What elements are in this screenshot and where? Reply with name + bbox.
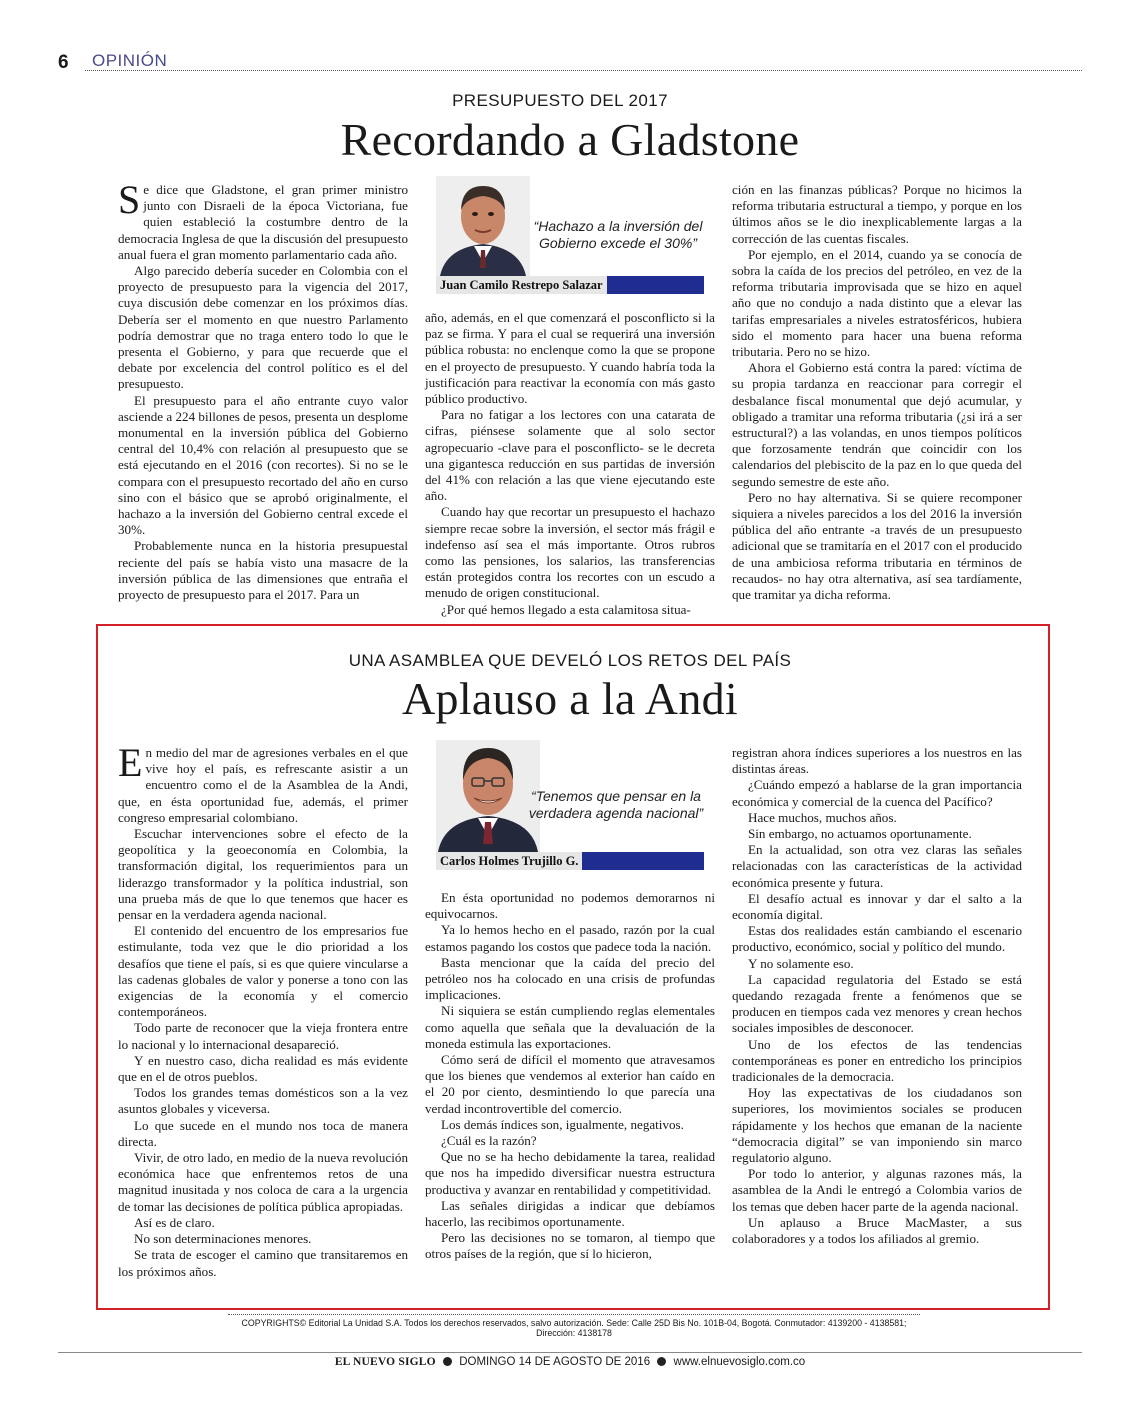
article2-paragraph: Todos los grandes temas domésticos son a la vez asuntos globales y viceversa. [118,1085,408,1117]
article2-paragraph: Escuchar intervenciones sobre el efecto de la geopolítica y la geoeconomía en Colombia, la transformación digital, los requerimientos para un liderazgo transformador y la política industrial, son una prueba más de que lo que tenemos que hacer es pensar en la verdadera agenda nacional. [118,826,408,923]
article2-author-photo-block [422,740,718,872]
issue-date: DOMINGO 14 DE AGOSTO DE 2016 [459,1356,651,1368]
footer-rule [58,1352,1082,1353]
page-number: 6 [58,52,69,73]
article2-paragraph: Pero las decisiones no se tomaron, al tiempo que otros países de la región, que sí lo hicieron, [425,1230,715,1262]
copyright-rule [228,1314,920,1315]
drop-cap: E [118,740,143,785]
article2-paragraph: Se trata de escoger el camino que transitaremos en los próximos años. [118,1247,408,1279]
article2-paragraph: Cómo será de difícil el momento que atravesamos que los bienes que vendemos al exterior han caído en el 20 por ciento, desmintiendo lo que parecía una verdad incontrovertible del comercio. [425,1052,715,1116]
article2-paragraph: registran ahora índices superiores a los nuestros en las distintas áreas. [732,745,1022,777]
article2-paragraph: Por todo lo anterior, y algunas razones más, la asamblea de la Andi le entregó a Colombia varios de los temas que deben hacer parte de la agenda nacional. [732,1166,1022,1214]
article2-paragraph: El contenido del encuentro de los empresarios fue estimulante, toda vez que le dio prioridad a los desafíos que tiene el país, si es que quiere vincularse a las cadenas globales de valor y ponerse a tono con las exigencias de la economía y el comercio contemporáneos. [118,923,408,1020]
bullet-icon [657,1357,666,1366]
article2-paragraph: Hace muchos, muchos años. [748,809,897,825]
article2-paragraph: Basta mencionar que la caída del precio del petróleo nos ha colocado en una crisis de profundas implicaciones. [425,954,715,1003]
article2-paragraph: Vivir, de otro lado, en medio de la nueva revolución económica hace que enfrentemos retos de una magnitud inusitada y nos coloca de cara a la urgencia de tomar las decisiones de política pública apropiadas. [118,1150,408,1214]
article2-paragraph: Las señales dirigidas a indicar que debíamos hacerlo, las recibimos oportunamente. [425,1197,715,1230]
article1-column-3 [732,182,1022,603]
author-portrait-icon [436,740,540,852]
article2-paragraph: Hoy las expectativas de los ciudadanos son superiores, los movimientos sociales se producen rápidamente y los hechos que emanan de la naciente “democracia digital” se van imponiendo sin marco regulatorio alguno. [732,1085,1022,1166]
article2-pull-quote: “Tenemos que pensar en la verdadera agenda nacional” [528,788,704,821]
article2-paragraph: El desafío actual es innovar y dar el salto a la economía digital. [732,890,1022,923]
article1-paragraph: Por ejemplo, en el 2014, cuando ya se conocía de sobra la caída de los precios del petróleo, en vez de la reforma tributaria improvisada que se hizo en aquel año que no condujo a nada distinto que a elevar las tarifas empresariales a niveles estratosféricos, hubiera sido el momento para hacer una buena reforma tributaria. Pero no se hizo. [732,246,1022,360]
article1-title: Recordando a Gladstone [340,114,800,165]
article2-paragraph: Sin embargo, no actuamos oportunamente. [748,826,972,842]
header-rule [85,70,1082,71]
article2-paragraph: Estas dos realidades están cambiando el escenario productivo, económico, social y político del mundo. [732,923,1022,955]
article1-paragraph: Ahora el Gobierno está contra la pared: víctima de su propia tardanza en reaccionar para corregir el desbalance fiscal monumental que dejó acumular, y obligado a tramitar una reforma tributaria (¿si irá a ser estructural?) a las volandas, en unos tiempos políticos que forzosamente tendrán que coincidir con los calendarios del plebiscito de la paz en lo que queda del segundo semestre de este año. [732,360,1022,489]
article2-kicker: UNA ASAMBLEA QUE DEVELÓ LOS RETOS DEL PAÍS [348,651,792,670]
section-name: OPINIÓN [92,51,168,70]
article2-paragraph: ¿Cuál es la razón? [441,1133,537,1149]
article1-paragraph: ¿Por qué hemos llegado a esta calamitosa situa- [441,601,691,617]
article1-column-1 [118,177,408,603]
article1-pull-quote: “Hachazo a la inversión del Gobierno excede el 30%” [533,218,703,251]
newspaper-brand: EL NUEVO SIGLO [334,1356,436,1368]
drop-cap: S [118,177,141,222]
article2-column-1 [118,740,408,1280]
article1-kicker: PRESUPUESTO DEL 2017 [452,91,668,110]
copyright-notice: COPYRIGHTS© Editorial La Unidad S.A. Todos los derechos reservados, salvo autorización. Sede: Calle 25D Bis No. 101B-04, Bogotá. Conmutador: 4139200 - 4138581; Dirección: 4138178 [241,1318,907,1338]
article2-paragraph: ¿Cuándo empezó a hablarse de la gran importancia económica y comercial de la cuenca del Pacífico? [732,777,1022,809]
article2-paragraph: Un aplauso a Bruce MacMaster, a sus colaboradores y a todos los afiliados al gremio. [732,1214,1022,1247]
article2-paragraph: Ya lo hemos hecho en el pasado, razón por la cual estamos pagando los costos que padece toda la nación. [425,922,715,954]
article1-paragraph: El presupuesto para el año entrante cuyo valor asciende a 224 billones de pesos, presenta un desplome monumental en la inversión pública del Gobierno central del 10,4% con relación al presupuesto que se está ejecutando en el 2016 (con recortes). Si no se le compara con el presupuesto recortado del año en curso sino con el básico que se aprobó originalmente, el hachazo a la inversión del Gobierno central excede el 30%. [118,392,408,538]
article2-paragraph: Todo parte de reconocer que la vieja frontera entre lo nacional y lo internacional desapareció. [118,1020,408,1052]
article2-paragraph: En la actualidad, son otra vez claras las señales relacionadas con las características de la actividad económica presente y futura. [732,842,1022,890]
bullet-icon [443,1357,452,1366]
article1-author-photo-block [422,176,718,294]
article1-paragraph: Probablemente nunca en la historia presupuestal reciente del país se había visto una masacre de la inversión pública de las dimensiones que entraña el proyecto de presupuesto para el 2017. Para un [118,538,408,603]
author-portrait-icon [436,176,530,276]
article2-paragraph: Que no se ha hecho debidamente la tarea, realidad que nos ha impedido diversificar nuestra estructura productiva y avanzar en rentabilidad y competitividad. [425,1149,715,1197]
article2-paragraph: Así es de claro. [134,1214,215,1230]
article2-paragraph: Ni siquiera se están cumpliendo reglas elementales como aquella que señala que la devaluación de la moneda estimula las exportaciones. [425,1003,715,1051]
article1-paragraph: Algo parecido debería suceder en Colombia con el proyecto de presupuesto para la vigencia del 2017, cuya discusión debe comenzar en los próximos días. Debería ser el momento en que nuestro Parlamento podría demostrar que no traga entero todo lo que le presenta el Gobierno, y para que recuerde que el debate por excelencia del control político es el del presupuesto. [118,263,408,392]
article2-column-3 [732,745,1022,1247]
article2-paragraph: Lo que sucede en el mundo nos toca de manera directa. [118,1117,408,1149]
article2-paragraph: Y no solamente eso. [748,955,854,971]
article1-paragraph: Pero no hay alternativa. Si se quiere recomponer siquiera a niveles parecidos a los del 2016 la inversión pública del año entrante -a través de un presupuesto adicional que se tramitaría en el 2017 con el producido de una ambiciosa reforma tributaria en términos de recaudos- no hay otra alternativa, así sea tardíamente, que tramitar ya dicha reforma. [732,489,1022,603]
article1-author-name: Juan Camilo Restrepo Salazar [436,276,607,294]
article2-paragraph: En medio del mar de agresiones verbales en el que vive hoy el país, es refrescante asistir a un encuentro como el de la Asamblea de la Andi, que, en ésta oportunidad fue, además, el primer congreso empresarial colombiano. [118,740,408,825]
article1-paragraph: Se dice que Gladstone, el gran primer ministro junto con Disraeli de la época Victoriana, fue quien estableció la costumbre dentro de la democracia Inglesa de que la discusión del presupuesto anual fuera el gran momento parlamentario cada año. [118,177,408,262]
article1-column-2 [425,310,715,618]
article2-paragraph: Los demás índices son, igualmente, negativos. [441,1116,684,1132]
article1-paragraph: Cuando hay que recortar un presupuesto el hachazo siempre recae sobre la inversión, el sector más frágil e indefenso así sea el más importante. Otros rubros como las pensiones, los salarios, las transferencias están protegidos contra los recortes con un escudo a menudo de origen constitucional. [425,504,715,601]
article2-paragraph: La capacidad regulatoria del Estado se está quedando rezagada frente a fenómenos que se producen en tiempos cada vez menores y crean hechos sociales imposibles de desconocer. [732,971,1022,1036]
article2-paragraph: Y en nuestro caso, dicha realidad es más evidente que en el de otros pueblos. [118,1052,408,1085]
article1-paragraph: Para no fatigar a los lectores con una catarata de cifras, piénsese solamente que al solo sector agropecuario -clave para el posconflicto- se le decreta una gigantesca reducción en sus partidas de inversión del 41% con relación a las que viene ejecutando este año. [425,407,715,504]
article2-paragraph: No son determinaciones menores. [134,1231,312,1247]
article2-author-name: Carlos Holmes Trujillo G. [436,852,582,870]
website-url: www.elnuevosiglo.com.co [673,1356,806,1368]
article2-title: Aplauso a la Andi [402,673,738,724]
article2-paragraph: En ésta oportunidad no podemos demorarnos ni equivocarnos. [425,890,715,922]
article1-paragraph: año, además, en el que comenzará el posconflicto si la paz se firma. Y para el cual se requerirá una inversión pública robusta: no enclenque como la que se propone en el proyecto de presupuesto. Y cuando habría toda la justificación para reactivar la economía con más gasto público productivo. [425,310,715,407]
page-footer [58,1356,1082,1368]
article1-paragraph: ción en las finanzas públicas? Porque no hicimos la reforma tributaria estructural a tiempo, y porque en los últimos años se le dio inexplicablemente largas a la corrección de las cuentas fiscales. [732,182,1022,246]
article2-column-2 [425,890,715,1263]
article2-paragraph: Uno de los efectos de las tendencias contemporáneas es poner en entredicho los principios tradicionales de la democracia. [732,1036,1022,1085]
